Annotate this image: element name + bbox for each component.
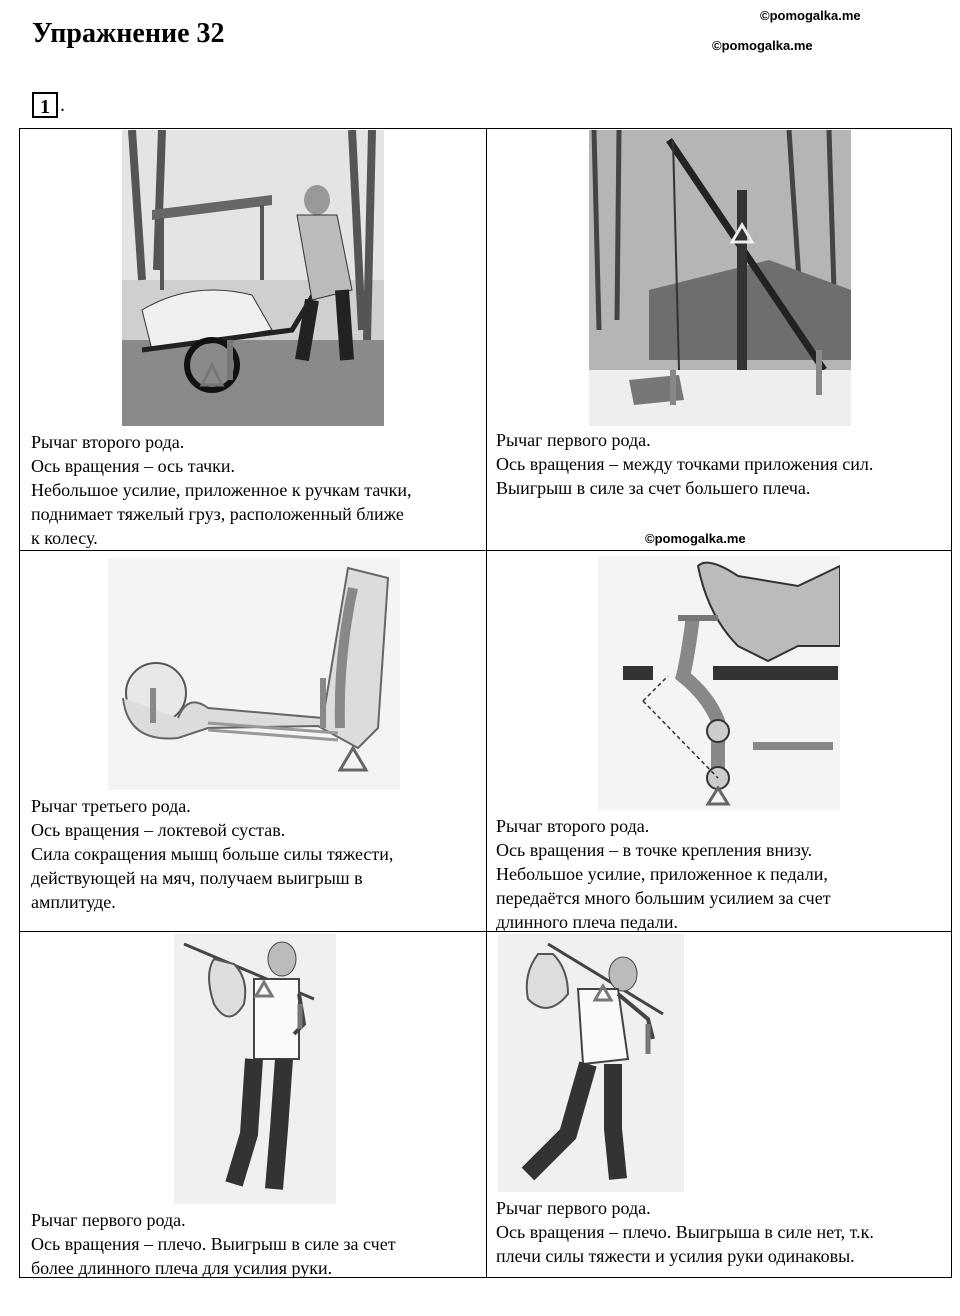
caption-line: Ось вращения – между точками приложения сил.: [496, 454, 874, 474]
forearm-ball-illustration: [108, 558, 400, 790]
caption-line: Рычаг первого рода.: [496, 1198, 651, 1218]
watermark: ©pomogalka.me: [645, 531, 746, 546]
caption-line: Небольшое усилие, приложенное к педали,: [496, 864, 828, 884]
caption-line: Ось вращения – ось тачки.: [31, 456, 236, 476]
well-sweep-illustration: [589, 130, 851, 426]
caption-line: Ось вращения – локтевой сустав.: [31, 820, 286, 840]
man-stick-long-arm-illustration: [174, 934, 336, 1204]
cell-caption: [496, 428, 873, 500]
caption-line: Сила сокращения мышц больше силы тяжести,: [31, 844, 394, 864]
caption-line: более длинного плеча для усилия руки.: [31, 1258, 333, 1278]
task-number: 1: [32, 92, 58, 118]
caption-line: Рычаг второго рода.: [496, 816, 650, 836]
cell-caption: [31, 794, 393, 914]
caption-line: Ось вращения – плечо. Выигрыша в силе нет, т.к.: [496, 1222, 874, 1242]
caption-line: амплитуде.: [31, 892, 116, 912]
page-title: Упражнение 32: [32, 18, 225, 49]
caption-line: действующей на мяч, получаем выигрыш в: [31, 868, 363, 888]
caption-line: Рычаг первого рода.: [31, 1210, 186, 1230]
task-number-dot: .: [60, 94, 65, 116]
caption-line: к колесу.: [31, 528, 98, 548]
caption-line: Выигрыш в силе за счет большего плеча.: [496, 478, 811, 498]
caption-line: длинного плеча педали.: [496, 912, 678, 932]
table-divider: [486, 128, 487, 1278]
cell-caption: [496, 1196, 874, 1268]
caption-line: Небольшое усилие, приложенное к ручкам тачки,: [31, 480, 412, 500]
cell-caption: [31, 1208, 396, 1280]
watermark: ©pomogalka.me: [712, 38, 813, 53]
caption-line: Рычаг первого рода.: [496, 430, 651, 450]
wheelbarrow-illustration: [122, 130, 384, 426]
caption-line: Ось вращения – в точке крепления внизу.: [496, 840, 813, 860]
caption-line: плечи силы тяжести и усилия руки одинаковы.: [496, 1246, 855, 1266]
man-stick-equal-arms-illustration: [498, 934, 684, 1192]
caption-line: Рычаг третьего рода.: [31, 796, 191, 816]
watermark: ©pomogalka.me: [760, 8, 861, 23]
pedal-illustration: [598, 556, 840, 810]
caption-line: поднимает тяжелый груз, расположенный ближе: [31, 504, 404, 524]
cell-caption: [496, 814, 831, 934]
caption-line: передаётся много большим усилием за счет: [496, 888, 831, 908]
caption-line: Рычаг второго рода.: [31, 432, 185, 452]
caption-line: Ось вращения – плечо. Выигрыш в силе за счет: [31, 1234, 396, 1254]
table-divider: [19, 550, 952, 551]
cell-caption: [31, 430, 412, 550]
